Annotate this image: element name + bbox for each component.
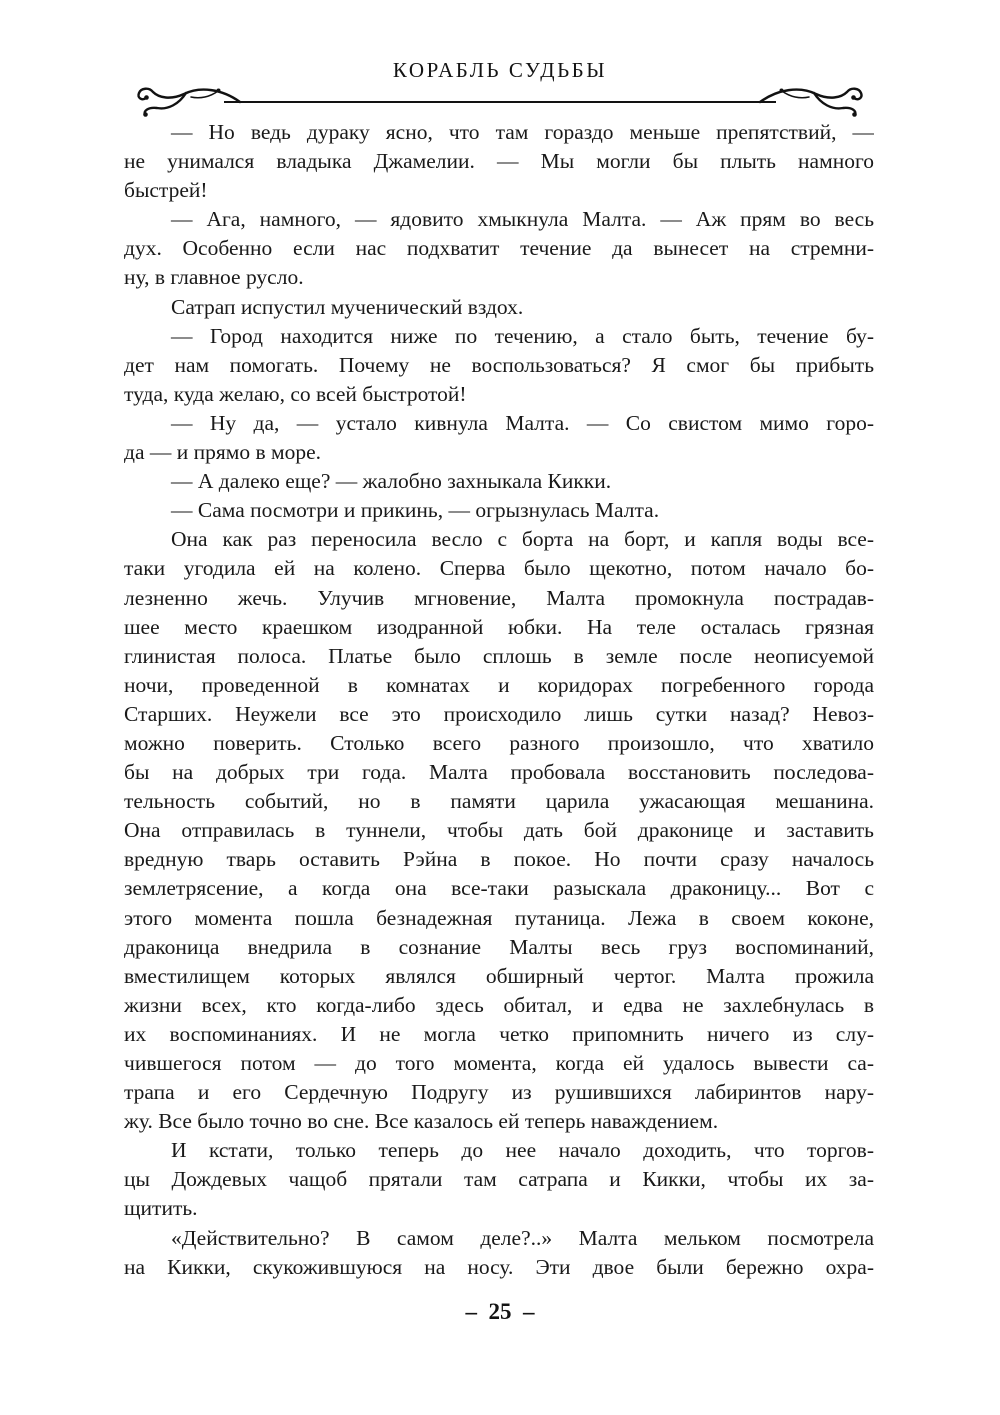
text-line: Она как раз переносила весло с борта на борт, и капля воды все- (171, 527, 874, 552)
text-line: тельность событий, но в памяти царила ужасающая мешанина. (124, 789, 874, 814)
text-line: туда, куда желаю, со всей быстротой! (124, 381, 467, 406)
text-line: не унимался владыка Джамелии. — Мы могли бы плыть намного (124, 149, 874, 174)
text-line: лезненно жечь. Улучив мгновение, Малта промокнула пострадав- (124, 585, 874, 610)
text-line: цы Дождевых чащоб прятали там сатрапа и Кикки, чтобы их за- (124, 1167, 874, 1192)
text-line: быстрей! (124, 178, 208, 203)
text-line: — Ну да, — устало кивнула Малта. — Со свистом мимо горо- (171, 410, 874, 435)
flourish-left-icon (130, 84, 242, 118)
text-line: щитить. (124, 1196, 198, 1221)
text-line: дет нам помогать. Почему не воспользоваться? Я смог бы прибыть (124, 352, 874, 377)
page-text (124, 118, 874, 1282)
text-line: — Город находится ниже по течению, а стало быть, течение бу- (171, 323, 874, 348)
text-line: можно поверить. Столько всего разного произошло, что хватило (124, 730, 874, 755)
text-line: таки угодила ей на колено. Сперва было щекотно, потом начало бо- (124, 556, 874, 581)
text-line: да — и прямо в море. (124, 440, 322, 465)
text-line: — Ага, намного, — ядовито хмыкнула Малта. — Аж прям во весь (171, 207, 874, 232)
text-line: дух. Особенно если нас подхватит течение да вынесет на стремни- (124, 236, 874, 261)
text-line: глинистая полоса. Платье было сплошь в земле после неописуемой (124, 643, 874, 668)
text-line: ночи, проведенной в комнатах и коридорах погребенного города (124, 672, 874, 697)
text-line: их воспоминаниях. И не могла четко припомнить ничего из слу- (124, 1021, 874, 1046)
text-line: вместилищем которых являлся обширный чертог. Малта прожила (124, 963, 874, 988)
text-line: чившегося потом — до того момента, когда ей удалось вывести са- (124, 1051, 874, 1075)
running-title: КОРАБЛЬ СУДЬБЫ (392, 58, 608, 82)
header-rule (224, 101, 776, 103)
text-line: — Сама посмотри и прикинь, — огрызнулась Малта. (171, 498, 660, 523)
text-line: этого момента пошла безнадежная путаница. Лежа в своем коконе, (124, 905, 874, 930)
text-line: Сатрап испустил мученический вздох. (171, 294, 524, 319)
text-line: драконица внедрила в сознание Малты весь груз воспоминаний, (124, 934, 874, 959)
text-line: вредную тварь оставить Рэйна в покое. Но почти сразу началось (124, 847, 874, 872)
text-line: — Но ведь дураку ясно, что там гораздо меньше препятствий, — (171, 120, 874, 144)
text-line: землетрясение, а когда она все-таки разыскала драконицу... Вот с (124, 876, 874, 901)
text-line: «Действительно? В самом деле?..» Малта мельком посмотрела (171, 1225, 874, 1250)
text-line: бы на добрых три года. Малта пробовала восстановить последова- (124, 760, 874, 785)
header-ornament (130, 84, 870, 118)
flourish-right-icon (758, 84, 870, 118)
text-line: трапа и его Сердечную Подругу из рушившихся лабиринтов нару- (124, 1080, 874, 1105)
text-line: жизни всех, кто когда-либо здесь обитал, и едва не захлебнулась в (124, 992, 874, 1017)
text-line: Она отправилась в туннели, чтобы дать бой драконице и заставить (124, 818, 874, 843)
text-line: на Кикки, скукожившуюся на носу. Эти двое были бережно охра- (124, 1254, 874, 1279)
page-number: – 25 – (465, 1299, 535, 1324)
text-line: — А далеко еще? — жалобно захныкала Кикки. (171, 469, 612, 494)
text-line: И кстати, только теперь до нее начало доходить, что торгов- (171, 1138, 874, 1163)
text-line: ну, в главное русло. (124, 265, 304, 290)
text-line: жу. Все было точно во сне. Все казалось ей теперь наваждением. (124, 1109, 719, 1134)
text-line: шее место краешком изодранной юбки. На теле осталась грязная (124, 614, 874, 639)
text-line: Старших. Неужели все это происходило лишь сутки назад? Невоз- (124, 701, 874, 726)
